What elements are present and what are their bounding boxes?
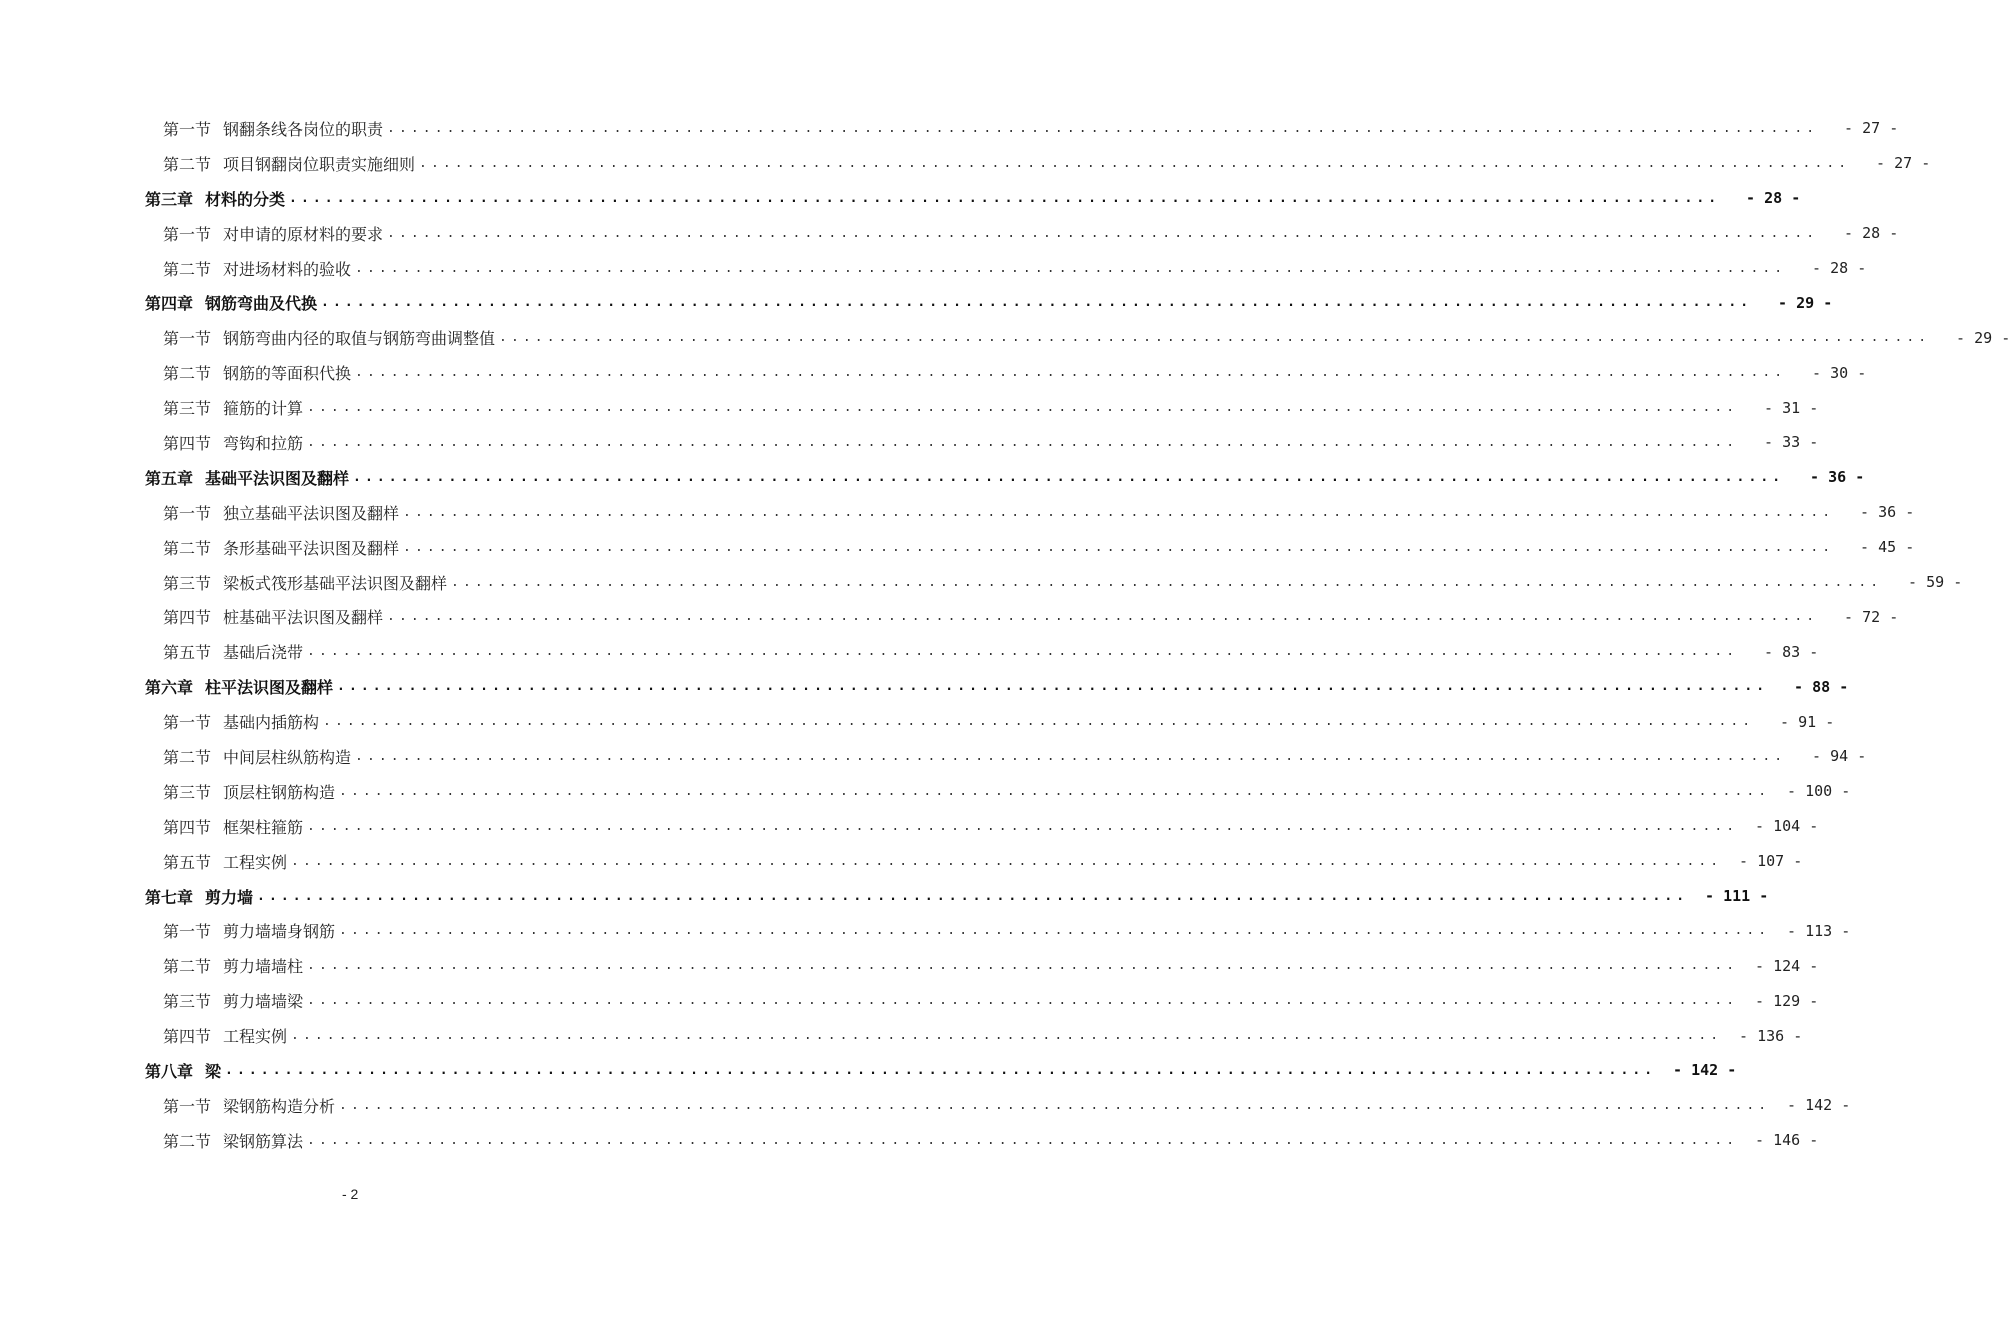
toc-leader-dots: ........................................................................................................................ [307,1132,1739,1148]
toc-leader-dots: ........................................................................................................................ [403,504,1835,520]
toc-entry-title: 框架柱箍筋 [223,817,304,837]
toc-leader-dots: ........................................................................................................................ [291,1028,1723,1044]
toc-entry-page: - 29 - [1778,293,1833,312]
toc-entry-title: 梁钢筋构造分析 [223,1096,336,1116]
toc-leader-dots: ........................................................................................................................ [387,609,1819,625]
toc-entry-page: - 111 - [1705,887,1769,906]
toc-section-entry[interactable] [0,844,1803,879]
toc-entry-page: - 142 - [1673,1061,1737,1080]
toc-entry-title: 箍筋的计算 [223,399,304,419]
toc-entry-page: - 91 - [1780,712,1835,731]
toc-leader-dots: ........................................................................................................................ [419,155,1851,171]
toc-entry-page: - 36 - [1810,468,1865,487]
toc-section-entry[interactable] [0,565,1963,600]
toc-leader-dots: ........................................................................................................................ [355,365,1787,381]
toc-entry-page: - 94 - [1812,747,1867,766]
toc-entry-title: 顶层柱钢筋构造 [223,782,336,802]
toc-entry-title: 剪力墙 [205,887,254,907]
toc-entry-label [163,815,303,838]
toc-entry-title: 钢筋弯曲及代换 [205,294,318,314]
toc-section-entry[interactable] [0,774,1851,809]
toc-leader-dots: ........................................................................................................................ [355,260,1787,276]
toc-section-entry[interactable] [0,704,1835,739]
toc-entry-label [163,361,351,384]
toc-entry-number: 第四节 [163,1027,212,1047]
toc-entry-title: 中间层柱纵筋构造 [223,747,352,767]
toc-entry-number: 第四章 [145,294,194,314]
toc-leader-dots: ........................................................................................................................ [323,714,1755,730]
toc-section-entry[interactable] [0,425,1819,460]
toc-entry-number: 第五节 [163,643,212,663]
toc-entry-page: - 30 - [1812,363,1867,382]
toc-entry-number: 第七章 [145,887,194,907]
toc-leader-dots: ........................................................................................................................ [403,539,1835,555]
toc-section-entry[interactable] [0,739,1867,774]
toc-leader-dots: ........................................................................................................................ [339,923,1771,939]
toc-entry-title: 对申请的原材料的要求 [223,224,384,244]
toc-entry-label [163,326,495,349]
toc-section-entry[interactable] [0,913,1851,948]
toc-entry-page: - 28 - [1812,259,1867,277]
toc-entry-number: 第五节 [163,852,212,872]
toc-leader-dots: ........................................................................................................................ [289,190,1721,206]
toc-entry-number: 第三节 [163,782,212,802]
toc-entry-label [163,850,287,873]
toc-section-entry[interactable] [0,948,1819,983]
toc-entry-label [163,152,415,175]
toc-entry-page: - 45 - [1860,538,1915,557]
toc-entry-number: 第一节 [163,1096,212,1116]
toc-section-entry[interactable] [0,599,1899,634]
toc-entry-label [163,431,303,454]
toc-leader-dots: ........................................................................................................................ [307,434,1739,450]
toc-leader-dots: ........................................................................................................................ [257,888,1689,904]
toc-entry-number: 第二节 [163,364,212,384]
toc-entry-page: - 28 - [1844,224,1899,243]
toc-entry-title: 剪力墙墙身钢筋 [223,922,336,942]
toc-entry-page: - 107 - [1739,852,1803,871]
toc-entry-page: - 27 - [1876,154,1931,173]
toc-entry-number: 第四节 [163,433,212,453]
toc-entry-title: 梁板式筏形基础平法识图及翻样 [223,573,448,593]
toc-entry-number: 第二节 [163,259,212,279]
toc-entry-label [163,919,335,942]
toc-leader-dots: ........................................................................................................................ [499,330,1931,346]
toc-section-entry[interactable] [0,1018,1803,1053]
toc-chapter-entry[interactable] [0,669,1849,704]
toc-entry-title: 钢筋的等面积代换 [223,364,352,384]
toc-entry-page: - 146 - [1755,1131,1819,1150]
toc-entry-label [145,1059,221,1082]
toc-leader-dots: ........................................................................................................................ [225,1062,1657,1078]
toc-entry-title: 工程实例 [223,1027,288,1047]
toc-section-entry[interactable] [0,809,1819,844]
toc-entry-page: - 28 - [1746,189,1801,208]
toc-entry-label [163,222,383,245]
toc-chapter-entry[interactable] [0,460,1865,495]
toc-leader-dots: ........................................................................................................................ [451,574,1883,590]
toc-leader-dots: ........................................................................................................................ [387,225,1819,241]
table-of-contents [0,111,2010,1158]
toc-entry-label [163,745,351,768]
toc-entry-label [163,396,303,419]
toc-entry-number: 第二节 [163,538,212,558]
toc-entry-page: - 88 - [1794,677,1849,696]
toc-entry-title: 工程实例 [223,852,288,872]
toc-entry-page: - 33 - [1764,433,1819,452]
toc-entry-number: 第二节 [163,747,212,767]
toc-entry-title: 基础后浇带 [223,643,304,663]
toc-entry-page: - 27 - [1844,119,1899,138]
toc-entry-title: 剪力墙墙梁 [223,992,304,1012]
toc-entry-label [163,257,351,280]
toc-section-entry[interactable] [0,390,1819,425]
toc-section-entry[interactable] [0,111,1899,146]
toc-entry-number: 第三节 [163,399,212,419]
toc-section-entry[interactable] [0,495,1915,530]
toc-entry-page: - 83 - [1764,642,1819,661]
toc-entry-title: 桩基础平法识图及翻样 [223,608,384,628]
toc-entry-label [163,780,335,803]
toc-entry-number: 第六章 [145,678,194,698]
toc-entry-title: 弯钩和拉筋 [223,433,304,453]
toc-entry-number: 第一节 [163,119,212,139]
toc-entry-title: 基础平法识图及翻样 [205,468,350,488]
toc-entry-label [163,989,303,1012]
toc-entry-label [163,605,383,628]
toc-entry-label [163,954,303,977]
toc-chapter-entry[interactable] [0,879,1769,914]
toc-entry-number: 第三节 [163,992,212,1012]
toc-entry-page: - 136 - [1739,1026,1803,1045]
toc-section-entry[interactable] [0,320,2010,355]
toc-entry-title: 钢筋弯曲内径的取值与钢筋弯曲调整值 [223,329,496,349]
toc-entry-page: - 142 - [1787,1096,1851,1115]
toc-section-entry[interactable] [0,634,1819,669]
toc-entry-label [163,501,399,524]
toc-leader-dots: ........................................................................................................................ [307,400,1739,416]
toc-entry-page: - 104 - [1755,817,1819,836]
toc-entry-label [145,675,333,698]
toc-section-entry[interactable] [0,1123,1819,1158]
toc-leader-dots: ........................................................................................................................ [321,295,1753,311]
toc-entry-title: 条形基础平法识图及翻样 [223,538,400,558]
toc-chapter-entry[interactable] [0,285,1833,320]
toc-leader-dots: ........................................................................................................................ [307,993,1739,1009]
toc-entry-title: 材料的分类 [205,189,286,209]
toc-entry-number: 第一节 [163,713,212,733]
toc-section-entry[interactable] [0,355,1867,390]
toc-entry-page: - 72 - [1844,607,1899,626]
toc-entry-title: 项目钢翻岗位职责实施细则 [223,154,416,174]
toc-entry-label [163,1094,335,1117]
toc-entry-label [163,1129,303,1152]
toc-leader-dots: ........................................................................................................................ [307,644,1739,660]
toc-entry-title: 梁 [205,1061,222,1081]
toc-entry-number: 第一节 [163,503,212,523]
toc-entry-number: 第一节 [163,922,212,942]
toc-entry-number: 第二节 [163,1131,212,1151]
toc-entry-number: 第一节 [163,329,212,349]
toc-section-entry[interactable] [0,530,1915,565]
toc-entry-title: 梁钢筋算法 [223,1131,304,1151]
toc-entry-number: 第二节 [163,154,212,174]
toc-entry-page: - 100 - [1787,782,1851,801]
toc-entry-number: 第三节 [163,573,212,593]
toc-entry-label [163,710,319,733]
toc-entry-label [163,1024,287,1047]
toc-entry-title: 基础内插筋构 [223,713,320,733]
toc-entry-label [163,536,399,559]
toc-entry-page: - 124 - [1755,956,1819,975]
toc-section-entry[interactable] [0,983,1819,1018]
toc-entry-number: 第五章 [145,468,194,488]
toc-entry-title: 独立基础平法识图及翻样 [223,503,400,523]
toc-leader-dots: ........................................................................................................................ [307,818,1739,834]
toc-entry-label [145,187,285,210]
toc-entry-number: 第八章 [145,1061,194,1081]
toc-entry-title: 柱平法识图及翻样 [205,678,334,698]
toc-entry-label [145,466,349,489]
toc-entry-number: 第三章 [145,189,194,209]
toc-entry-title: 对进场材料的验收 [223,259,352,279]
toc-entry-number: 第四节 [163,817,212,837]
toc-leader-dots: ........................................................................................................................ [337,679,1769,695]
toc-leader-dots: ........................................................................................................................ [355,748,1787,764]
toc-section-entry[interactable] [0,251,1867,286]
toc-section-entry[interactable] [0,216,1899,251]
toc-leader-dots: ........................................................................................................................ [339,1097,1771,1113]
toc-entry-number: 第二节 [163,957,212,977]
page-number: - 2 [342,1186,359,1202]
toc-entry-number: 第四节 [163,608,212,628]
toc-entry-label [145,885,253,908]
toc-entry-page: - 113 - [1787,921,1851,940]
toc-chapter-entry[interactable] [0,1053,1737,1088]
toc-entry-title: 钢翻条线各岗位的职责 [223,119,384,139]
toc-entry-label [163,571,447,594]
toc-entry-label [163,640,303,663]
toc-entry-number: 第一节 [163,224,212,244]
toc-entry-label [163,117,383,140]
toc-entry-label [145,291,317,314]
toc-entry-title: 剪力墙墙柱 [223,957,304,977]
toc-entry-page: - 31 - [1764,398,1819,417]
toc-leader-dots: ........................................................................................................................ [387,120,1819,136]
toc-entry-page: - 36 - [1860,503,1915,522]
toc-section-entry[interactable] [0,1088,1851,1123]
toc-leader-dots: ........................................................................................................................ [291,853,1723,869]
toc-entry-page: - 129 - [1755,991,1819,1010]
toc-chapter-entry[interactable] [0,181,1801,216]
toc-section-entry[interactable] [0,146,1931,181]
toc-leader-dots: ........................................................................................................................ [339,783,1771,799]
toc-entry-page: - 29 - [1956,328,2010,347]
toc-leader-dots: ........................................................................................................................ [353,469,1785,485]
toc-entry-page: - 59 - [1908,573,1963,592]
toc-leader-dots: ........................................................................................................................ [307,958,1739,974]
